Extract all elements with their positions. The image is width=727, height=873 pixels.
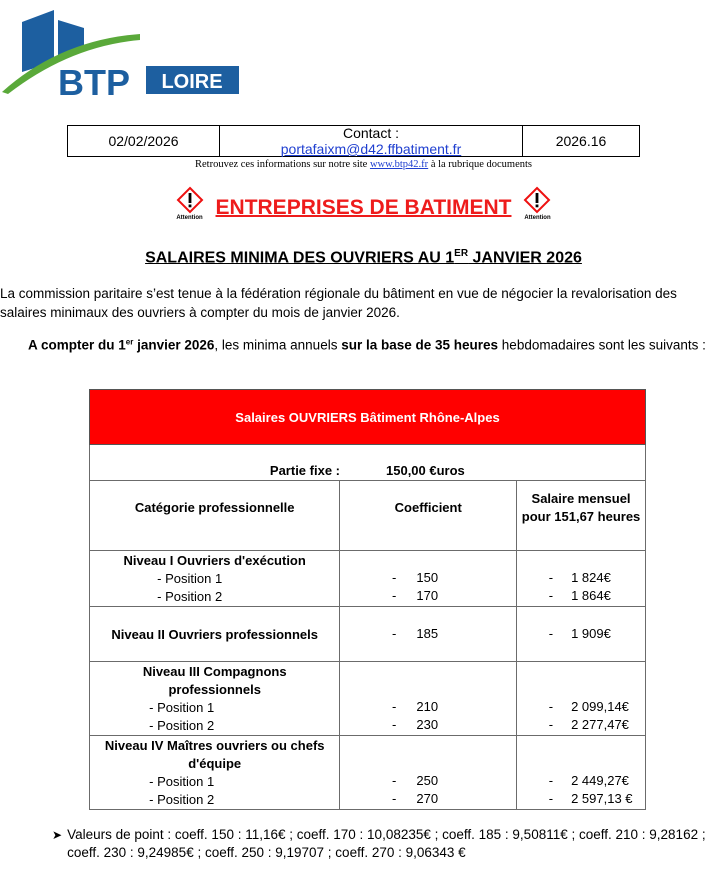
- dash: -: [548, 773, 554, 788]
- subtitle-text: SALAIRES MINIMA DES OUVRIERS AU 1: [145, 249, 455, 267]
- category-title: Niveau I Ouvriers d'exécution: [123, 553, 306, 568]
- category-title: Niveau III Compagnons: [142, 664, 287, 679]
- salary-value: 2 277,47€: [571, 717, 629, 732]
- page-subtitle: [0, 248, 727, 267]
- table-row: [90, 736, 646, 810]
- salary-value: 1 824€: [571, 570, 611, 585]
- dash: -: [548, 717, 554, 732]
- dash: -: [392, 773, 397, 788]
- basis-sup: er: [125, 337, 134, 346]
- salary-value: 1 864€: [571, 588, 611, 603]
- coefficient-value: 210: [416, 699, 439, 714]
- category-title: Niveau II Ouvriers professionnels: [111, 626, 319, 642]
- basis-text: , les minima annuels: [214, 337, 342, 353]
- dash: -: [392, 626, 397, 641]
- column-header-coefficient: Coefficient: [340, 481, 517, 551]
- contact-label: Contact :: [342, 125, 400, 141]
- column-header-category: Catégorie professionnelle: [90, 481, 340, 551]
- info-box: [67, 125, 640, 157]
- contact-cell: [220, 126, 523, 156]
- position-label: - Position 1: [157, 571, 223, 586]
- basis-paragraph: [28, 337, 706, 353]
- point-values-bullet: [52, 826, 722, 862]
- table-row: [90, 607, 646, 662]
- intro-paragraph: La commission paritaire s’est tenue à la fédération régionale du bâtiment en vue de négocier la revalorisation des salaires minimaux des ouvriers à compter du mois de janvier 2026.: [0, 286, 677, 320]
- coefficient-cell: [340, 551, 517, 607]
- site-note-suffix: à la rubrique documents: [428, 159, 532, 170]
- salary-cell: [517, 736, 646, 810]
- dash: -: [548, 699, 554, 714]
- salary-value: 2 099,14€: [571, 699, 629, 714]
- category-cell: [90, 551, 340, 607]
- basis-text-end: hebdomadaires sont les suivants :: [498, 337, 706, 353]
- dash: -: [392, 791, 397, 806]
- coefficient-value: 185: [416, 626, 439, 641]
- coefficient-value: 250: [416, 773, 439, 788]
- category-title: Niveau IV Maîtres ouvriers ou chefs: [104, 738, 325, 753]
- column-header-salary: [517, 481, 646, 551]
- position-label: - Position 2: [149, 718, 215, 733]
- dash: -: [548, 791, 554, 806]
- btp-loire-logo: [0, 0, 245, 100]
- contact-email-link[interactable]: portafaixm@d42.ffbatiment.fr: [280, 141, 462, 157]
- dash: -: [548, 626, 554, 641]
- coefficient-cell: [340, 607, 517, 662]
- coefficient-value: 230: [416, 717, 439, 732]
- logo-loire-text: LOIRE: [161, 71, 223, 93]
- salary-value: 2 449,27€: [571, 773, 629, 788]
- salary-cell: [517, 662, 646, 736]
- table-title: Salaires OUVRIERS Bâtiment Rhône-Alpes: [90, 390, 646, 445]
- coefficient-value: 270: [416, 791, 439, 806]
- attention-title-row: [0, 186, 727, 221]
- point-values-text: Valeurs de point : coeff. 150 : 11,16€ ; coeff. 170 : 10,08235€ ; coeff. 185 : 9,50811€ ; coeff. 210 : 9,28162 ; coeff. 230 : 9,24985€ ; coeff. 250 : 9,19707 ; coeff. 270 : 9,06343 €: [67, 827, 706, 860]
- warning-diamond-icon: [523, 186, 551, 214]
- site-note-text: Retrouvez ces informations sur notre site: [195, 159, 370, 170]
- site-link[interactable]: www.btp42.fr: [369, 159, 429, 170]
- category-title-line2: d'équipe: [188, 756, 242, 771]
- dash: -: [392, 699, 397, 714]
- position-label: - Position 1: [149, 700, 215, 715]
- salary-cell: [517, 551, 646, 607]
- coefficient-cell: [340, 662, 517, 736]
- coefficient-cell: [340, 736, 517, 810]
- site-note: [0, 159, 727, 170]
- category-cell: [90, 662, 340, 736]
- attention-label: Attention: [176, 215, 203, 221]
- salary-cell: [517, 607, 646, 662]
- table-row: [90, 551, 646, 607]
- arrow-bullet-icon: ➤: [52, 828, 63, 842]
- subtitle-sup: ER: [454, 248, 469, 259]
- salary-header-line2: pour 151,67 heures: [521, 509, 641, 524]
- coefficient-value: 150: [416, 570, 439, 585]
- dash: -: [548, 570, 554, 585]
- logo-graphic: [0, 0, 245, 100]
- position-label: - Position 2: [157, 589, 223, 604]
- basis-bold-hours: sur la base de 35 heures: [341, 337, 499, 353]
- document-reference: 2026.16: [555, 133, 607, 149]
- warning-diamond-icon: [176, 186, 204, 214]
- attention-badge-right: [517, 186, 557, 221]
- position-label: - Position 1: [149, 774, 215, 789]
- logo-btp-text: BTP: [58, 62, 130, 100]
- subtitle-text-end: JANVIER 2026: [468, 249, 582, 267]
- fixed-part-row: [90, 445, 646, 481]
- attention-badge-left: [170, 186, 210, 221]
- basis-bold-date: A compter du 1: [28, 337, 126, 353]
- category-title-line2: professionnels: [168, 682, 261, 697]
- dash: -: [392, 570, 397, 585]
- salary-header-line1: Salaire mensuel: [531, 491, 631, 506]
- document-date: 02/02/2026: [68, 126, 220, 156]
- position-label: - Position 2: [149, 792, 215, 807]
- salary-value: 2 597,13 €: [571, 791, 633, 806]
- main-title: ENTREPRISES DE BATIMENT: [215, 196, 512, 219]
- attention-label: Attention: [524, 215, 551, 221]
- fixed-part-value: 150,00 €uros: [386, 463, 465, 478]
- salary-value: 1 909€: [571, 626, 611, 641]
- dash: -: [548, 588, 554, 603]
- fixed-part-label: Partie fixe :: [269, 463, 340, 478]
- coefficient-value: 170: [416, 588, 439, 603]
- category-cell: [90, 607, 340, 662]
- category-cell: [90, 736, 340, 810]
- dash: -: [392, 717, 397, 732]
- salary-table: [89, 389, 646, 810]
- table-row: [90, 662, 646, 736]
- table-header-row: [90, 481, 646, 551]
- dash: -: [392, 588, 397, 603]
- basis-bold-date-end: janvier 2026: [133, 337, 215, 353]
